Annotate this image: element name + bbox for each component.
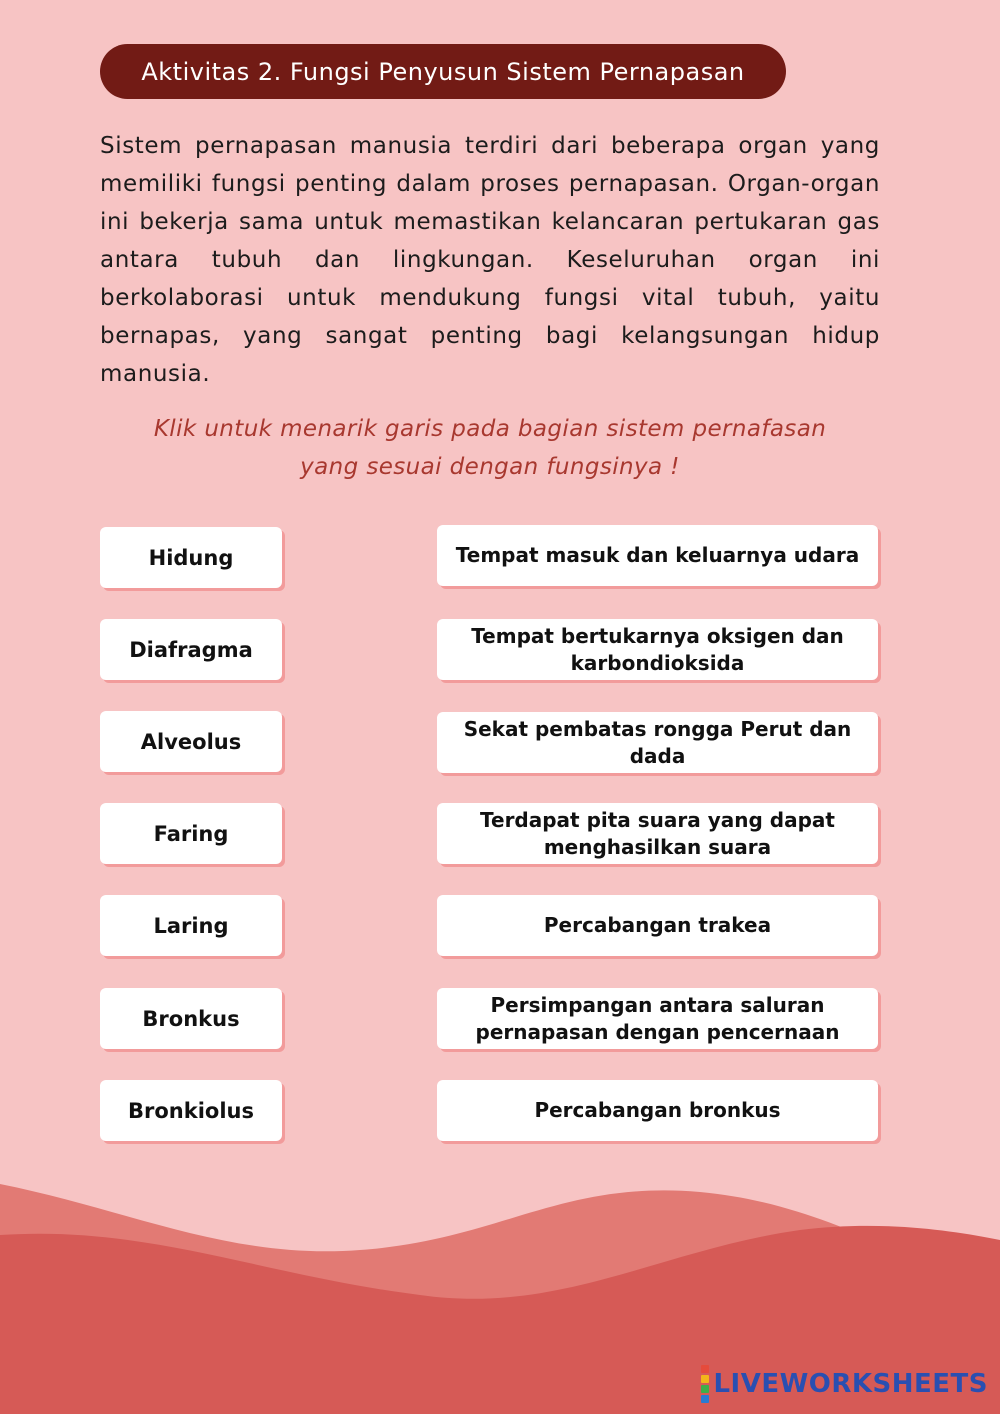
intro-paragraph: Sistem pernapasan manusia terdiri dari beberapa organ yang memiliki fungsi penting dalam proses pernapasan. Organ-organ ini bekerja sama untuk memastikan kelancaran pertukaran gas antara tubuh dan lingkungan. Keseluruhan organ ini berkolaborasi untuk mendukung fungsi vital tubuh, yaitu bernapas, yang sangat penting bagi kelangsungan hidup manusia. bbox=[100, 133, 880, 387]
instruction-line-2: yang sesuai dengan fungsinya ! bbox=[300, 454, 680, 480]
term-label: Bronkus bbox=[142, 1006, 240, 1031]
function-card-7[interactable] bbox=[437, 1080, 878, 1141]
function-card-3[interactable] bbox=[437, 712, 878, 773]
term-label: Alveolus bbox=[140, 729, 242, 754]
term-card-bronkus[interactable] bbox=[100, 988, 282, 1049]
instruction-text bbox=[100, 410, 880, 486]
brand-text: LIVEWORKSHEETS bbox=[713, 1369, 988, 1399]
function-label: Tempat bertukarnya oksigen dan karbondioksida bbox=[471, 623, 844, 675]
liveworksheets-logo-icon bbox=[701, 1364, 709, 1404]
function-card-4[interactable] bbox=[437, 803, 878, 864]
function-label: Tempat masuk dan keluarnya udara bbox=[455, 543, 860, 567]
term-label: Diafragma bbox=[129, 637, 253, 662]
term-card-hidung[interactable] bbox=[100, 527, 282, 588]
term-card-alveolus[interactable] bbox=[100, 711, 282, 772]
function-label: Percabangan bronkus bbox=[534, 1098, 781, 1122]
term-card-faring[interactable] bbox=[100, 803, 282, 864]
liveworksheets-brand bbox=[701, 1364, 988, 1404]
term-card-diafragma[interactable] bbox=[100, 619, 282, 680]
function-card-2[interactable] bbox=[437, 619, 878, 680]
term-card-laring[interactable] bbox=[100, 895, 282, 956]
function-card-1[interactable] bbox=[437, 525, 878, 586]
activity-title: Aktivitas 2. Fungsi Penyusun Sistem Pernapasan bbox=[141, 57, 745, 86]
function-label: Persimpangan antara saluran pernapasan dengan pencernaan bbox=[475, 992, 840, 1044]
term-label: Laring bbox=[153, 913, 229, 938]
instruction-line-1: Klik untuk menarik garis pada bagian sistem pernafasan bbox=[153, 416, 827, 442]
term-label: Hidung bbox=[148, 545, 234, 570]
term-label: Bronkiolus bbox=[128, 1098, 254, 1123]
function-label: Terdapat pita suara yang dapat menghasilkan suara bbox=[480, 807, 835, 859]
function-card-5[interactable] bbox=[437, 895, 878, 956]
function-card-6[interactable] bbox=[437, 988, 878, 1049]
activity-title-banner bbox=[100, 44, 786, 99]
term-label: Faring bbox=[153, 821, 229, 846]
function-label: Percabangan trakea bbox=[543, 913, 772, 937]
term-card-bronkiolus[interactable] bbox=[100, 1080, 282, 1141]
function-label: Sekat pembatas rongga Perut dan dada bbox=[463, 716, 852, 768]
